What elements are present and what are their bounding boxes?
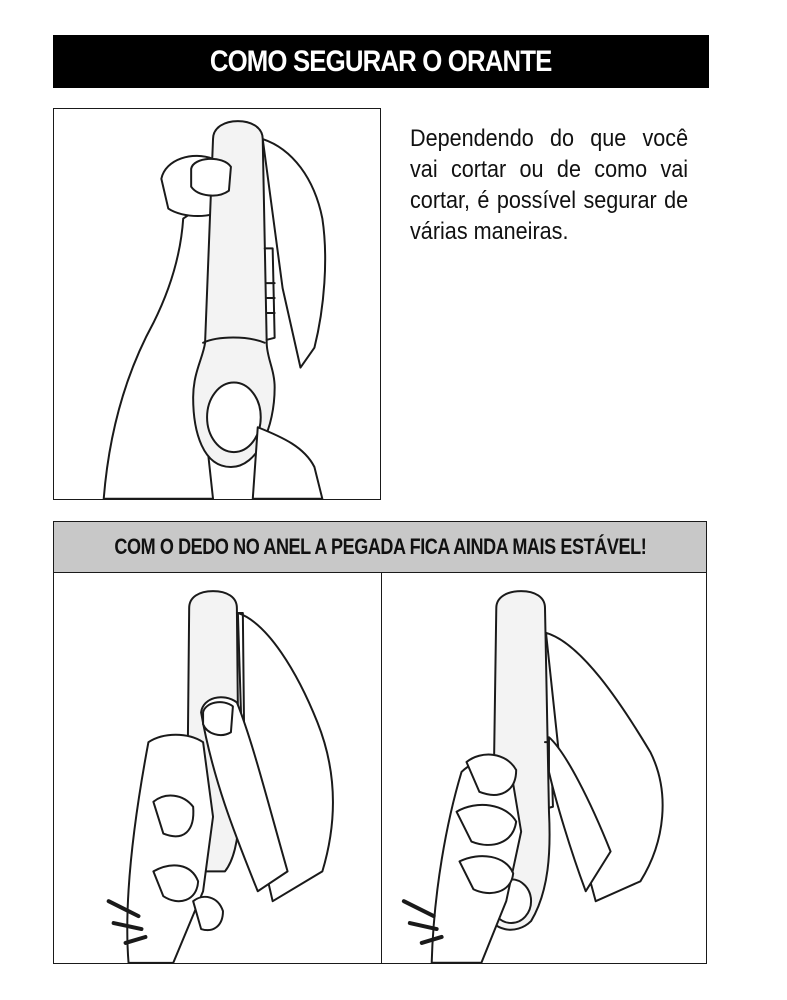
intro-text: Dependendo do que você vai cortar ou de como vai cortar, é possível segurar de várias maneiras. [410, 125, 689, 245]
tip-banner-text: COM O DEDO NO ANEL A PEGADA FICA AINDA MAIS ESTÁVEL! [114, 534, 646, 559]
top-illustration-panel [53, 108, 381, 500]
bottom-right-illustration-panel [381, 572, 707, 964]
hand-holding-cutter-illustration [54, 109, 380, 499]
page-title: COMO SEGURAR O ORANTE [210, 44, 552, 78]
bottom-left-illustration-panel [53, 572, 382, 964]
intro-paragraph [410, 123, 688, 247]
tip-banner [53, 521, 707, 573]
page-header [53, 35, 709, 88]
finger-in-ring-grip-alt-illustration [382, 573, 706, 963]
finger-in-ring-grip-illustration [54, 573, 381, 963]
